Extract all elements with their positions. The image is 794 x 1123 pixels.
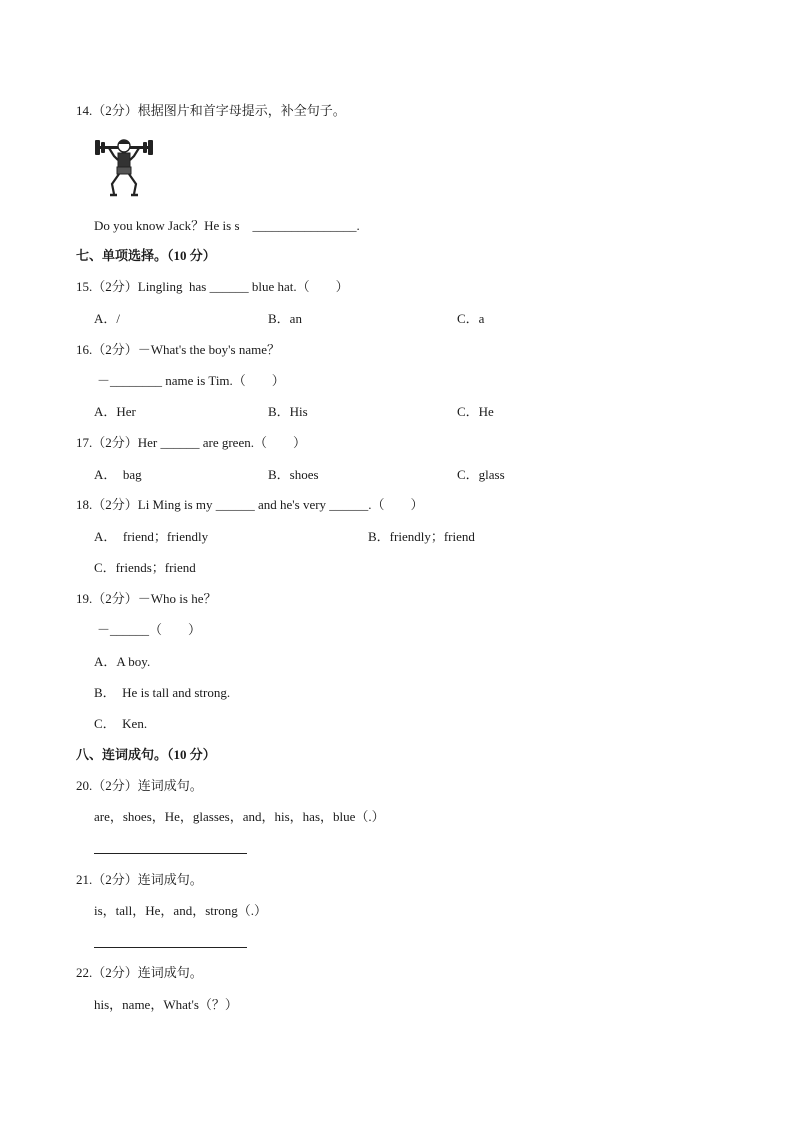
- q16-line2: －________ name is Tim.（ ）: [97, 373, 285, 388]
- q19-option-b[interactable]: B． He is tall and strong.: [94, 685, 231, 700]
- q16-stem: 16.（2分）－What's the boy's name？: [76, 342, 280, 357]
- q15-option-a[interactable]: A．/: [94, 311, 121, 326]
- q20-words: are，shoes，He，glasses，and，his，has，blue（.）: [94, 809, 385, 824]
- q21-words: is，tall，He，and，strong（.）: [94, 903, 267, 918]
- q21-stem: 21.（2分）连词成句。: [76, 872, 203, 887]
- q19-option-a[interactable]: A．A boy.: [94, 654, 151, 669]
- q22-stem: 22.（2分）连词成句。: [76, 965, 203, 980]
- q21-answer-line[interactable]: [94, 947, 247, 948]
- q19-line2: －______（ ）: [97, 622, 202, 637]
- q16-option-a[interactable]: A．Her: [94, 404, 136, 419]
- q18-stem: 18.（2分）Li Ming is my ______ and he's very ______.（ ）: [76, 497, 424, 512]
- q20-answer-line[interactable]: [94, 853, 247, 854]
- q18-option-b[interactable]: B．friendly；friend: [368, 529, 475, 544]
- q16-option-b[interactable]: B．His: [268, 404, 308, 419]
- q17-stem: 17.（2分）Her ______ are green.（ ）: [76, 435, 306, 450]
- q15-option-c[interactable]: C．a: [457, 311, 485, 326]
- q20-stem: 20.（2分）连词成句。: [76, 778, 203, 793]
- q14-sentence: Do you know Jack？He is s ________________.: [94, 218, 360, 233]
- q17-option-a[interactable]: A． bag: [94, 467, 142, 482]
- section8-title: 八、连词成句。（10 分）: [76, 747, 216, 762]
- q18-option-c[interactable]: C．friends；friend: [94, 560, 196, 575]
- q19-option-c[interactable]: C． Ken.: [94, 716, 148, 731]
- q19-stem: 19.（2分）－Who is he？: [76, 591, 217, 606]
- q22-words: his，name，What's（？）: [94, 997, 238, 1012]
- section7-title: 七、单项选择。（10 分）: [76, 248, 216, 263]
- q14-stem: 14.（2分）根据图片和首字母提示，补全句子。: [76, 103, 346, 118]
- q18-option-a[interactable]: A． friend；friendly: [94, 529, 209, 544]
- q17-option-c[interactable]: C．glass: [457, 467, 505, 482]
- q15-stem: 15.（2分）Lingling has ______ blue hat.（ ）: [76, 279, 349, 294]
- weightlifter-boy-icon: [92, 134, 156, 200]
- q15-option-b[interactable]: B．an: [268, 311, 302, 326]
- q17-option-b[interactable]: B．shoes: [268, 467, 319, 482]
- q16-option-c[interactable]: C．He: [457, 404, 494, 419]
